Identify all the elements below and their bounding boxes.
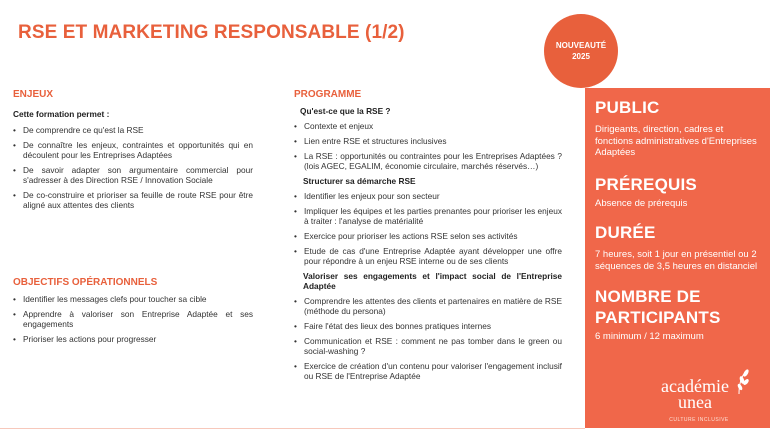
programme-subheading: Valoriser ses engagements et l'impact social de l'Entreprise Adaptée	[303, 271, 562, 291]
programme-list-3	[294, 296, 562, 381]
duree-heading: DURÉE	[595, 223, 656, 242]
programme-heading: PROGRAMME	[294, 89, 362, 100]
nombre-text: 6 minimum / 12 maximum	[595, 331, 704, 342]
enjeux-list	[13, 125, 253, 210]
objectifs-heading: OBJECTIFS OPÉRATIONNELS	[13, 277, 158, 288]
duree-text: 7 heures, soit 1 jour en présentiel ou 2 séquences de 3,5 heures en distanciel	[595, 249, 758, 272]
list-item: • De comprendre ce qu'est la RSE	[13, 125, 253, 135]
programme-subheading: Qu'est-ce que la RSE ?	[300, 106, 391, 116]
logo-name: académie unea	[661, 376, 729, 412]
list-item: • Impliquer les équipes et les parties prenantes pour prioriser les enjeux à traiter : l'analyse de matérialité	[294, 206, 562, 226]
academie-unea-logo	[655, 378, 739, 428]
prerequis-heading: PRÉREQUIS	[595, 174, 697, 194]
programme-subheading: Structurer sa démarche RSE	[303, 176, 416, 186]
page-title: RSE ET MARKETING RESPONSABLE (1/2)	[18, 22, 405, 43]
list-item: • Lien entre RSE et structures inclusives	[294, 136, 562, 146]
list-item: • Exercice pour prioriser les actions RSE selon ses activités	[294, 231, 562, 241]
divider	[0, 428, 585, 429]
objectifs-section	[13, 277, 253, 349]
programme-list-2	[294, 191, 562, 266]
list-item: • De savoir adapter son argumentaire commercial pour s'adresser à des Direction RSE / Innovation Sociale	[13, 165, 253, 185]
list-item: • Identifier les messages clefs pour toucher sa cible	[13, 294, 253, 304]
list-item: • Exercice de création d'un contenu pour valoriser l'engagement inclusif ou RSE de l'Entreprise Adaptée	[294, 361, 562, 381]
enjeux-intro: Cette formation permet :	[13, 109, 110, 119]
nombre-heading: NOMBRE DE PARTICIPANTS	[595, 287, 721, 327]
enjeux-section	[13, 89, 253, 215]
list-item: • Contexte et enjeux	[294, 121, 562, 131]
list-item: • Prioriser les actions pour progresser	[13, 334, 253, 344]
list-item: • Etude de cas d'une Entreprise Adaptée ayant développer une offre pour répondre à un enjeu RSE interne ou de ses clients	[294, 246, 562, 266]
leaf-icon	[735, 368, 751, 394]
list-item: • La RSE : opportunités ou contraintes pour les Entreprises Adaptées ? (lois AGEC, EGALIM, économie circulaire, marchés réservés…)	[294, 151, 562, 171]
new-badge	[544, 14, 618, 88]
list-item: • Comprendre les attentes des clients et partenaires en matière de RSE (méthode du persona)	[294, 296, 562, 316]
badge-label: NOUVEAUTÉ	[555, 41, 607, 50]
list-item: • De connaître les enjeux, contraintes et opportunités qui en découlent pour les Entreprises Adaptées	[13, 140, 253, 160]
list-item: • De co-construire et prioriser sa feuille de route RSE pour être aligné aux attentes des clients	[13, 190, 253, 210]
public-text: Dirigeants, direction, cadres et fonctions administratives d'Entreprises Adaptées	[595, 124, 757, 158]
programme-list-1	[294, 121, 562, 171]
list-item: • Communication et RSE : comment ne pas tomber dans le green ou social-washing ?	[294, 336, 562, 356]
list-item: • Apprendre à valoriser son Entreprise Adaptée et ses engagements	[13, 309, 253, 329]
logo-tagline: CULTURE INCLUSIVE	[669, 417, 729, 423]
list-item: • Faire l'état des lieux des bonnes pratiques internes	[294, 321, 562, 331]
programme-section	[294, 89, 562, 386]
public-heading: PUBLIC	[595, 98, 660, 117]
objectifs-list	[13, 294, 253, 344]
prerequis-text: Absence de prérequis	[595, 197, 688, 209]
enjeux-heading: ENJEUX	[13, 89, 54, 100]
badge-year: 2025	[572, 52, 590, 61]
list-item: • Identifier les enjeux pour son secteur	[294, 191, 562, 201]
